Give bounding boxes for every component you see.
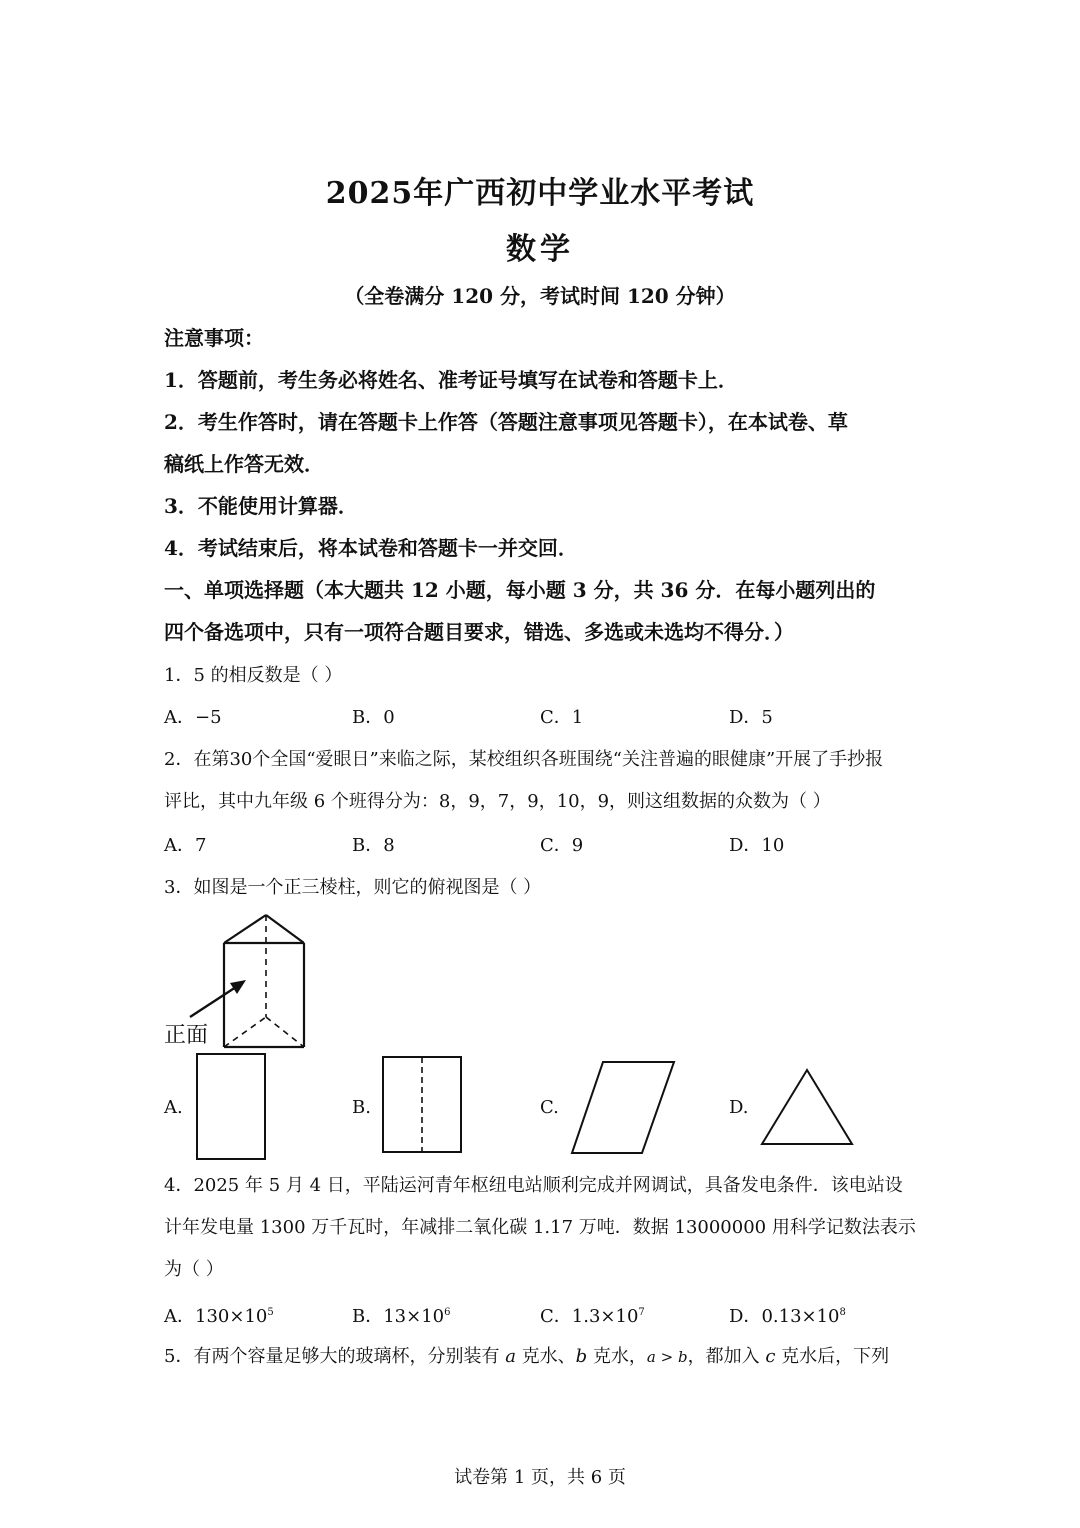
prism-hidden-edge: [224, 1017, 266, 1047]
q4-option-a: [164, 1293, 274, 1337]
question-5-stem: [164, 1337, 924, 1377]
q1-option-b: B．0: [352, 707, 395, 728]
q5-condition: a > b: [646, 1348, 688, 1366]
q5-var-b: b: [575, 1346, 588, 1367]
q5-text: 克水后，下列: [775, 1346, 890, 1367]
option-label: D．: [729, 1306, 762, 1327]
q2-option-c: C．9: [540, 835, 584, 856]
front-label: 正面: [164, 1023, 209, 1048]
notes-item: 4．考试结束后，将本试卷和答题卡一并交回．: [164, 536, 578, 560]
q4-option-c: [540, 1293, 645, 1337]
question-2-stem: 2．在第30个全国“爱眼日”来临之际，某校组织各班围绕“关注普遍的眼健康”开展了手抄报: [164, 749, 884, 770]
section-heading: 一、单项选择题（本大题共 12 小题，每小题 3 分，共 36 分．在每小题列出的: [164, 578, 876, 602]
q1-option-c: C．1: [540, 707, 584, 728]
question-4-stem: 为（ ）: [164, 1259, 224, 1280]
q1-option-d: D．5: [729, 707, 773, 728]
q1-option-a: A．−5: [164, 707, 222, 728]
page-footer: 试卷第 1 页，共 6 页: [454, 1467, 626, 1488]
q4-option-d: [729, 1293, 846, 1337]
prism-hidden-edge: [266, 1017, 304, 1047]
option-exponent: 5: [267, 1307, 274, 1318]
front-arrow: [190, 987, 236, 1017]
notes-item: 2．考生作答时，请在答题卡上作答（答题注意事项见答题卡），在本试卷、草: [164, 410, 848, 434]
rectangle-shape: [197, 1054, 265, 1159]
q5-text: 5．有两个容量足够大的玻璃杯，分别装有: [164, 1346, 506, 1367]
page-title: 2025年广西初中学业水平考试: [325, 176, 755, 211]
notes-heading: 注意事项：: [164, 326, 264, 350]
question-3-stem: 3．如图是一个正三棱柱，则它的俯视图是（ ）: [164, 877, 542, 898]
section-heading: 四个备选项中，只有一项符合题目要求，错选、多选或未选均不得分．）: [164, 620, 794, 644]
subject-title: 数学: [506, 232, 574, 267]
q2-option-b: B．8: [352, 835, 395, 856]
prism-edge: [266, 915, 304, 943]
option-value: 130×10: [195, 1306, 268, 1327]
q3-option-c-figure: [570, 1060, 676, 1156]
question-1-stem: 1．5 的相反数是（ ）: [164, 665, 343, 686]
option-value: 1.3×10: [571, 1306, 639, 1327]
option-value: 0.13×10: [761, 1306, 840, 1327]
q3-option-c-label: C.: [540, 1097, 559, 1118]
q3-option-d-figure: [760, 1068, 856, 1148]
q3-option-b-figure: [382, 1055, 464, 1155]
exam-meta: （全卷满分 120 分，考试时间 120 分钟）: [344, 284, 736, 308]
option-exponent: 6: [444, 1307, 451, 1318]
q4-option-b: [352, 1293, 451, 1337]
q5-text: 克水，: [587, 1346, 647, 1367]
q3-option-a-label: A.: [164, 1097, 183, 1118]
q3-option-b-label: B.: [352, 1097, 371, 1118]
notes-item: 稿纸上作答无效．: [164, 452, 324, 476]
q5-text: ，都加入: [687, 1346, 766, 1367]
q3-option-a-figure: [196, 1052, 268, 1162]
notes-item: 1．答题前，考生务必将姓名、准考证号填写在试卷和答题卡上．: [164, 368, 738, 392]
parallelogram-shape: [572, 1062, 674, 1153]
triangle-shape: [762, 1070, 852, 1144]
option-label: C．: [540, 1306, 572, 1327]
question-2-stem: 评比，其中九年级 6 个班得分为：8，9，7，9，10，9，则这组数据的众数为（ ）: [164, 791, 831, 812]
option-exponent: 8: [839, 1307, 846, 1318]
q5-text: 克水、: [515, 1346, 576, 1367]
question-4-stem: 计年发电量 1300 万千瓦时，年减排二氧化碳 1.17 万吨．数据 13000000 用科学记数法表示: [164, 1217, 916, 1238]
option-label: A．: [164, 1306, 195, 1327]
prism-edge: [224, 915, 266, 943]
q5-var-a: a: [505, 1346, 516, 1367]
q5-var-c: c: [765, 1346, 776, 1367]
front-arrow-head: [230, 980, 246, 994]
option-value: 13×10: [383, 1306, 445, 1327]
option-label: B．: [352, 1306, 384, 1327]
option-exponent: 7: [638, 1307, 645, 1318]
question-4-stem: 4．2025 年 5 月 4 日，平陆运河青年枢纽电站顺利完成并网调试，具备发电条件．该电站设: [164, 1175, 903, 1196]
notes-item: 3．不能使用计算器．: [164, 494, 358, 518]
q2-option-a: A．7: [164, 835, 207, 856]
q2-option-d: D．10: [729, 835, 785, 856]
q3-option-d-label: D.: [729, 1097, 749, 1118]
